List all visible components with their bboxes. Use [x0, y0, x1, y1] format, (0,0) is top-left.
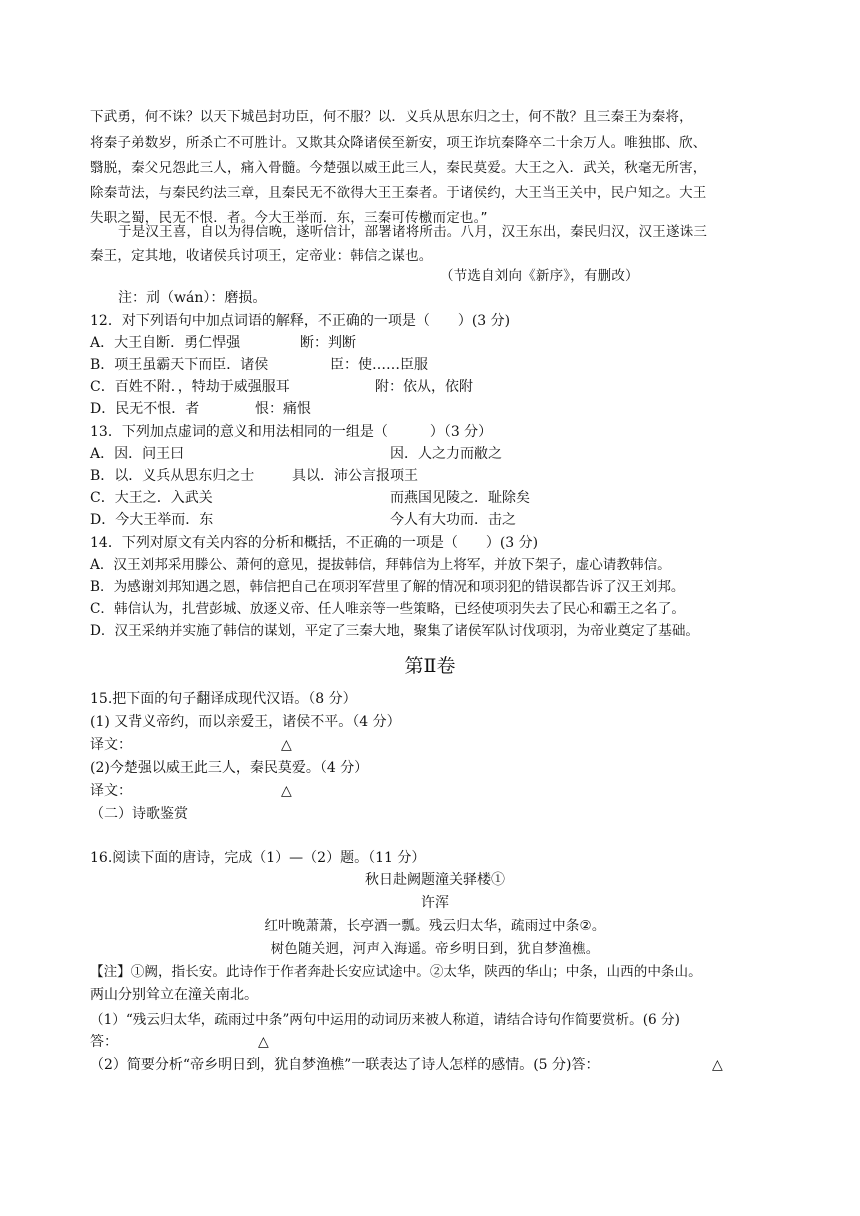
q16-sub-1-answer-label: 答： [90, 1034, 118, 1050]
q14-option-c: C．韩信认为，扎营彭城、放逐义帝、任人唯亲等一些策略，已经使项羽失去了民心和霸王之名了。 [90, 601, 685, 617]
q13-option-d: D．今大王举而．东 [90, 512, 214, 528]
poem-note-line-1: 【注】①阙，指长安。此诗作于作者奔赴长安应试途中。②太华，陕西的华山；中条，山西的中条山。 [90, 964, 702, 980]
q14-option-d: D．汉王采纳并实施了韩信的谋划，平定了三秦大地，聚集了诸侯军队讨伐项羽，为帝业奠定了基础。 [90, 623, 700, 639]
poem-line-1: 红叶晚萧萧，长亭酒一瓢。残云归太华，疏雨过中条②。 [264, 918, 606, 934]
passage-line-1: 下武勇，何不诛？以天下城邑封功臣，何不服？以．义兵从思东归之士，何不散？且三秦王为秦将， [90, 109, 693, 125]
poem-line-2: 树色随关迥，河声入海遥。帝乡明日到，犹自梦渔樵。 [270, 941, 600, 957]
q13-option-c-compare: 而燕国见陵之．耻除矣 [390, 490, 530, 506]
q16-stem: 16.阅读下面的唐诗，完成（1）—（2）题。（11 分） [90, 850, 426, 866]
q12-option-b-explain: 臣：使……臣服 [330, 357, 428, 373]
q14-stem: 14．下列对原文有关内容的分析和概括，不正确的一项是（ ）(3 分) [90, 535, 539, 551]
answer-mark-icon: △ [281, 783, 292, 799]
answer-mark-icon: △ [712, 1057, 723, 1073]
passage-line-2: 将秦子弟数岁，所杀亡不可胜计。又欺其众降诸侯至新安，项王诈坑秦降卒二十余万人。唯独邯、欣、 [90, 135, 707, 151]
q12-option-c-explain: 附：依从，依附 [375, 379, 473, 395]
poem-title: 秋日赴阙题潼关驿楼① [365, 872, 505, 888]
q12-option-a-explain: 断：判断 [300, 335, 356, 351]
q14-option-a: A．汉王刘邦采用滕公、萧何的意见，提拔韩信，拜韩信为上将军，并放下架子，虚心请教韩信。 [90, 557, 671, 573]
q15-answer-label-2: 译文： [90, 783, 132, 799]
passage-line-5: 失职之蜀，民无不恨．者。今大王举而．东，三秦可传檄而定也。” [90, 210, 488, 226]
q12-option-a: A．大王自断．勇仁悍强 [90, 335, 241, 351]
q15-item-2: (2)今楚强以威王此三人，秦民莫爱。（4 分） [90, 760, 369, 776]
q16-sub-1: （1）“残云归太华，疏雨过中条”两句中运用的动词历来被人称道，请结合诗句作简要赏析。(6 分) [90, 1012, 680, 1028]
answer-mark-icon: △ [281, 737, 292, 753]
q12-option-d: D．民无不恨．者 [90, 401, 200, 417]
poem-author: 许浑 [421, 895, 449, 911]
answer-mark-icon: △ [258, 1034, 269, 1050]
q14-option-b: B．为感谢刘邦知遇之恩，韩信把自己在项羽军营里了解的情况和项羽犯的错误都告诉了汉王刘邦。 [90, 579, 685, 595]
q13-option-a: A．因．问王曰 [90, 446, 185, 462]
passage-line-7: 秦王，定其地，收诸侯兵讨项王，定帝业：韩信之谋也。 [90, 248, 433, 264]
passage-source: （节选自刘向《新序》，有删改） [440, 268, 639, 284]
q12-option-c: C．百姓不附．，特劫于威强服耳 [90, 379, 290, 395]
passage-note: 注：刓（wán）：磨损。 [118, 290, 267, 306]
section-title: 第Ⅱ卷 [404, 655, 456, 677]
passage-line-6: 于是汉王喜，自以为得信晚，遂听信计，部署诸将所击。八月，汉王东出，秦民归汉，汉王遂诛三 [118, 224, 708, 240]
q13-option-c: C．大王之．入武关 [90, 490, 213, 506]
q16-sub-2: （2）简要分析“帝乡明日到，犹自梦渔樵”一联表达了诗人怎样的感情。(5 分)答： [90, 1057, 600, 1073]
q15-item-1: (1) 又背义帝约，而以亲爱王，诸侯不平。（4 分） [90, 714, 401, 730]
q13-option-a-compare: 因．人之力而敝之 [390, 446, 502, 462]
q13-option-d-compare: 今人有大功而．击之 [390, 512, 516, 528]
passage-line-3: 翳脱，秦父兄怨此三人，痛入骨髓。今楚强以威王此三人，秦民莫爱。大王之入．武关，秋毫无所害， [90, 160, 707, 176]
q15-answer-label-1: 译文： [90, 737, 132, 753]
q15-stem: 15.把下面的句子翻译成现代汉语。（8 分） [90, 691, 357, 707]
q13-stem: 13．下列加点虚词的意义和用法相同的一组是（ ）（3 分） [90, 424, 493, 440]
q12-stem: 12．对下列语句中加点词语的解释，不正确的一项是（ ）(3 分) [90, 313, 511, 329]
q13-option-b: B．以．义兵从思东归之士 [90, 468, 255, 484]
poem-note-line-2: 两山分别耸立在潼关南北。 [90, 987, 258, 1003]
poetry-section-title: （二）诗歌鉴赏 [90, 806, 188, 822]
q13-option-b-compare: 具以．沛公言报项王 [292, 468, 418, 484]
q12-option-b: B．项王虽霸天下而臣．诸侯 [90, 357, 269, 373]
passage-line-4: 除秦苛法，与秦民约法三章，且秦民无不欲得大王王秦者。于诸侯约，大王当王关中，民户知之。大王 [90, 185, 707, 201]
q12-option-d-explain: 恨：痛恨 [255, 401, 311, 417]
